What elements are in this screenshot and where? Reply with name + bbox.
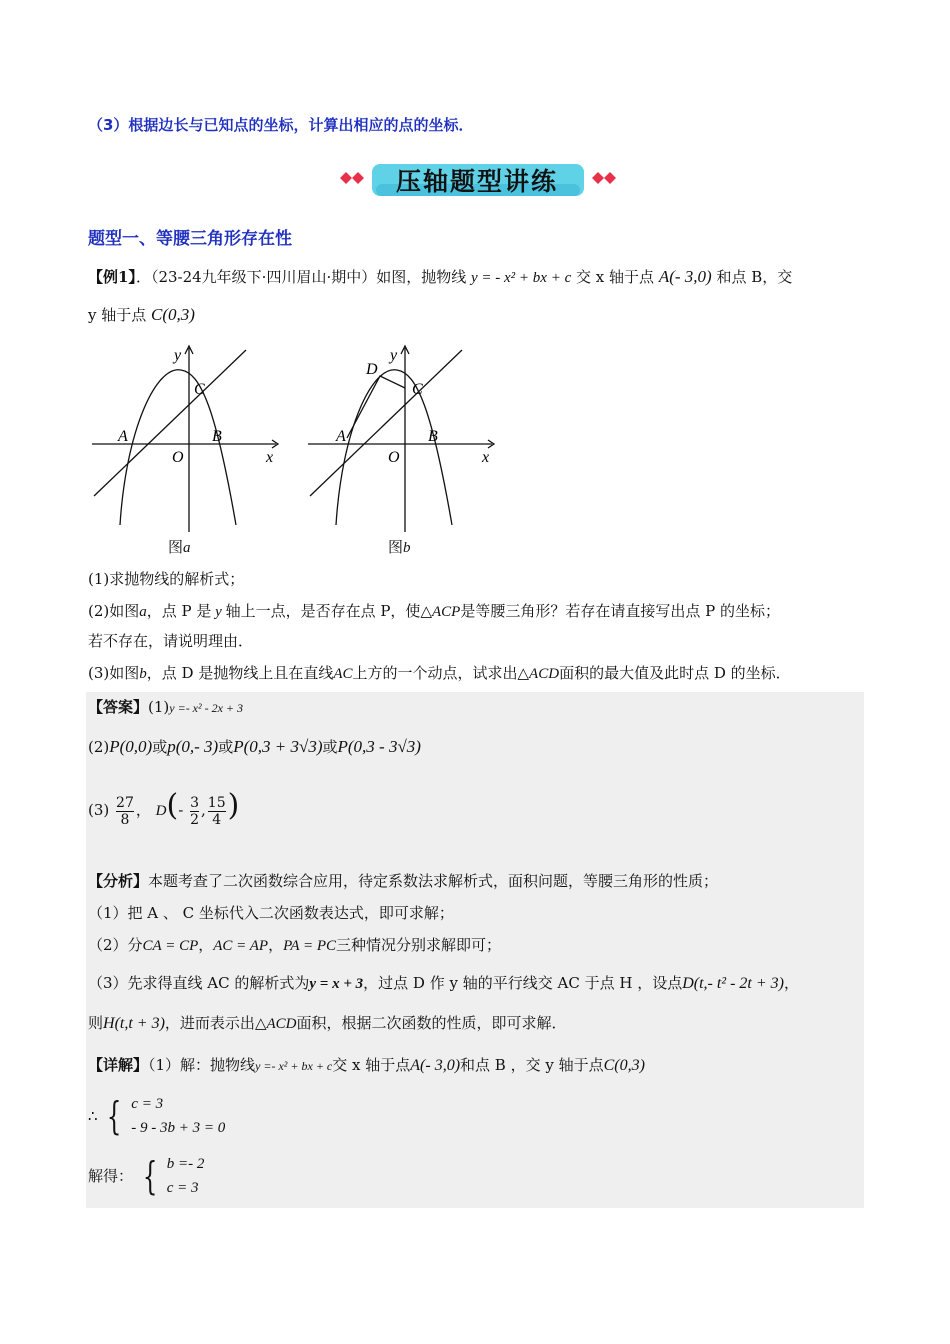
example-line-2 [88, 304, 195, 326]
example-source: ．（23-24九年级下·四川眉山·期中）如图，抛物线 [135, 268, 467, 286]
label-y: y [390, 347, 398, 364]
figure-b-caption: 图b [388, 538, 411, 556]
detail-system-1: ∴ { c = 3 - 9 - 3b + 3 = 0 [88, 1094, 226, 1138]
label-b: B [428, 428, 438, 445]
label-a: A [118, 428, 128, 445]
parabola [336, 370, 452, 525]
label-c: C [412, 381, 423, 398]
question-3: (3)如图b，点 D 是抛物线上且在直线AC上方的一个动点，试求出△ACD面积的最大值及此时点 D 的坐标． [88, 664, 791, 682]
question-1: (1)求抛物线的解析式； [88, 570, 245, 588]
answer-1-eq: y =- x² - 2x + 3 [169, 701, 244, 715]
example-point-a: A(- 3,0) [658, 267, 712, 286]
label-b: B [212, 428, 222, 445]
answer-3-area: $\frac{27}{8}$ [116, 794, 134, 828]
analysis-step-3-cont: 则H(t,t + 3)，进而表示出△ACD面积，根据二次函数的性质，即可求解． [88, 1014, 567, 1032]
detail-tag: 【详解】 [88, 1056, 149, 1074]
answer-2: (2)P(0,0)或p(0,- 3)或P(0,3 + 3√3)或P(0,3 - 3√3) [88, 737, 421, 756]
banner-title: 压轴题型讲练 [395, 167, 558, 196]
label-a: A [336, 428, 346, 445]
example-text3: 和点 B，交 [716, 268, 793, 286]
example-line2: y 轴于点 [88, 306, 147, 324]
figure-b [302, 340, 502, 540]
label-x: x [266, 449, 274, 466]
analysis-step-2: （2）分CA = CP，AC = AP，PA = PC三种情况分别求解即可； [88, 936, 502, 954]
example-tag: 【例1】 [88, 268, 136, 286]
figure-a-caption: 图a [168, 538, 191, 556]
section-title: 题型一、等腰三角形存在性 [88, 229, 292, 249]
question-2-cont: 若不存在，请说明理由． [88, 632, 254, 650]
analysis-intro: 【分析】本题考查了二次函数综合应用，待定系数法求解析式，面积问题，等腰三角形的性质； [88, 872, 719, 890]
figure-a [86, 340, 286, 540]
example-line-1 [88, 266, 792, 289]
example-text2: 交 x 轴于点 [576, 268, 655, 286]
example-point-c: C(0,3) [151, 305, 195, 324]
parabola [120, 370, 236, 525]
example-equation: y = - x² + bx + c [471, 270, 572, 286]
label-o: O [172, 449, 184, 466]
label-c: C [194, 381, 205, 398]
label-o: O [388, 449, 400, 466]
header-note: （3）根据边长与已知点的坐标，计算出相应的点的坐标． [88, 116, 474, 134]
question-2: (2)如图a，点 P 是 y 轴上一点，是否存在点 P，使△ACP是等腰三角形？若存在请直接写出点 P 的坐标； [88, 602, 780, 620]
triangle-acd [347, 376, 405, 438]
detail-system-2: 解得： { b =- 2 c = 3 [88, 1154, 205, 1198]
label-y: y [174, 347, 182, 364]
detail-line-1: 【详解】（1）解：抛物线y =- x² + bx + c交 x 轴于点A(- 3,0)和点 B ，交 y 轴于点C(0,3) [88, 1056, 645, 1074]
right-diamonds-icon [592, 172, 616, 184]
analysis-tag: 【分析】 [88, 872, 149, 890]
answer-tag: 【答案】 [88, 698, 149, 716]
analysis-step-3: （3）先求得直线 AC 的解析式为y = x + 3，过点 D 作 y 轴的平行线交 AC 于点 H ，设点D(t,- t² - 2t + 3)， [88, 974, 800, 992]
label-x: x [482, 449, 490, 466]
label-d: D [366, 361, 378, 378]
left-diamonds-icon [340, 172, 364, 184]
answer-1: 【答案】(1)y =- x² - 2x + 3 [88, 698, 244, 716]
answer-3: (3) $\frac{27}{8}$ ， D(- $\frac{3}{2}$ , $\frac{15}{4}$ ) [88, 788, 240, 828]
analysis-step-1: （1）把 A 、 C 坐标代入二次函数表达式，即可求解； [88, 904, 454, 922]
